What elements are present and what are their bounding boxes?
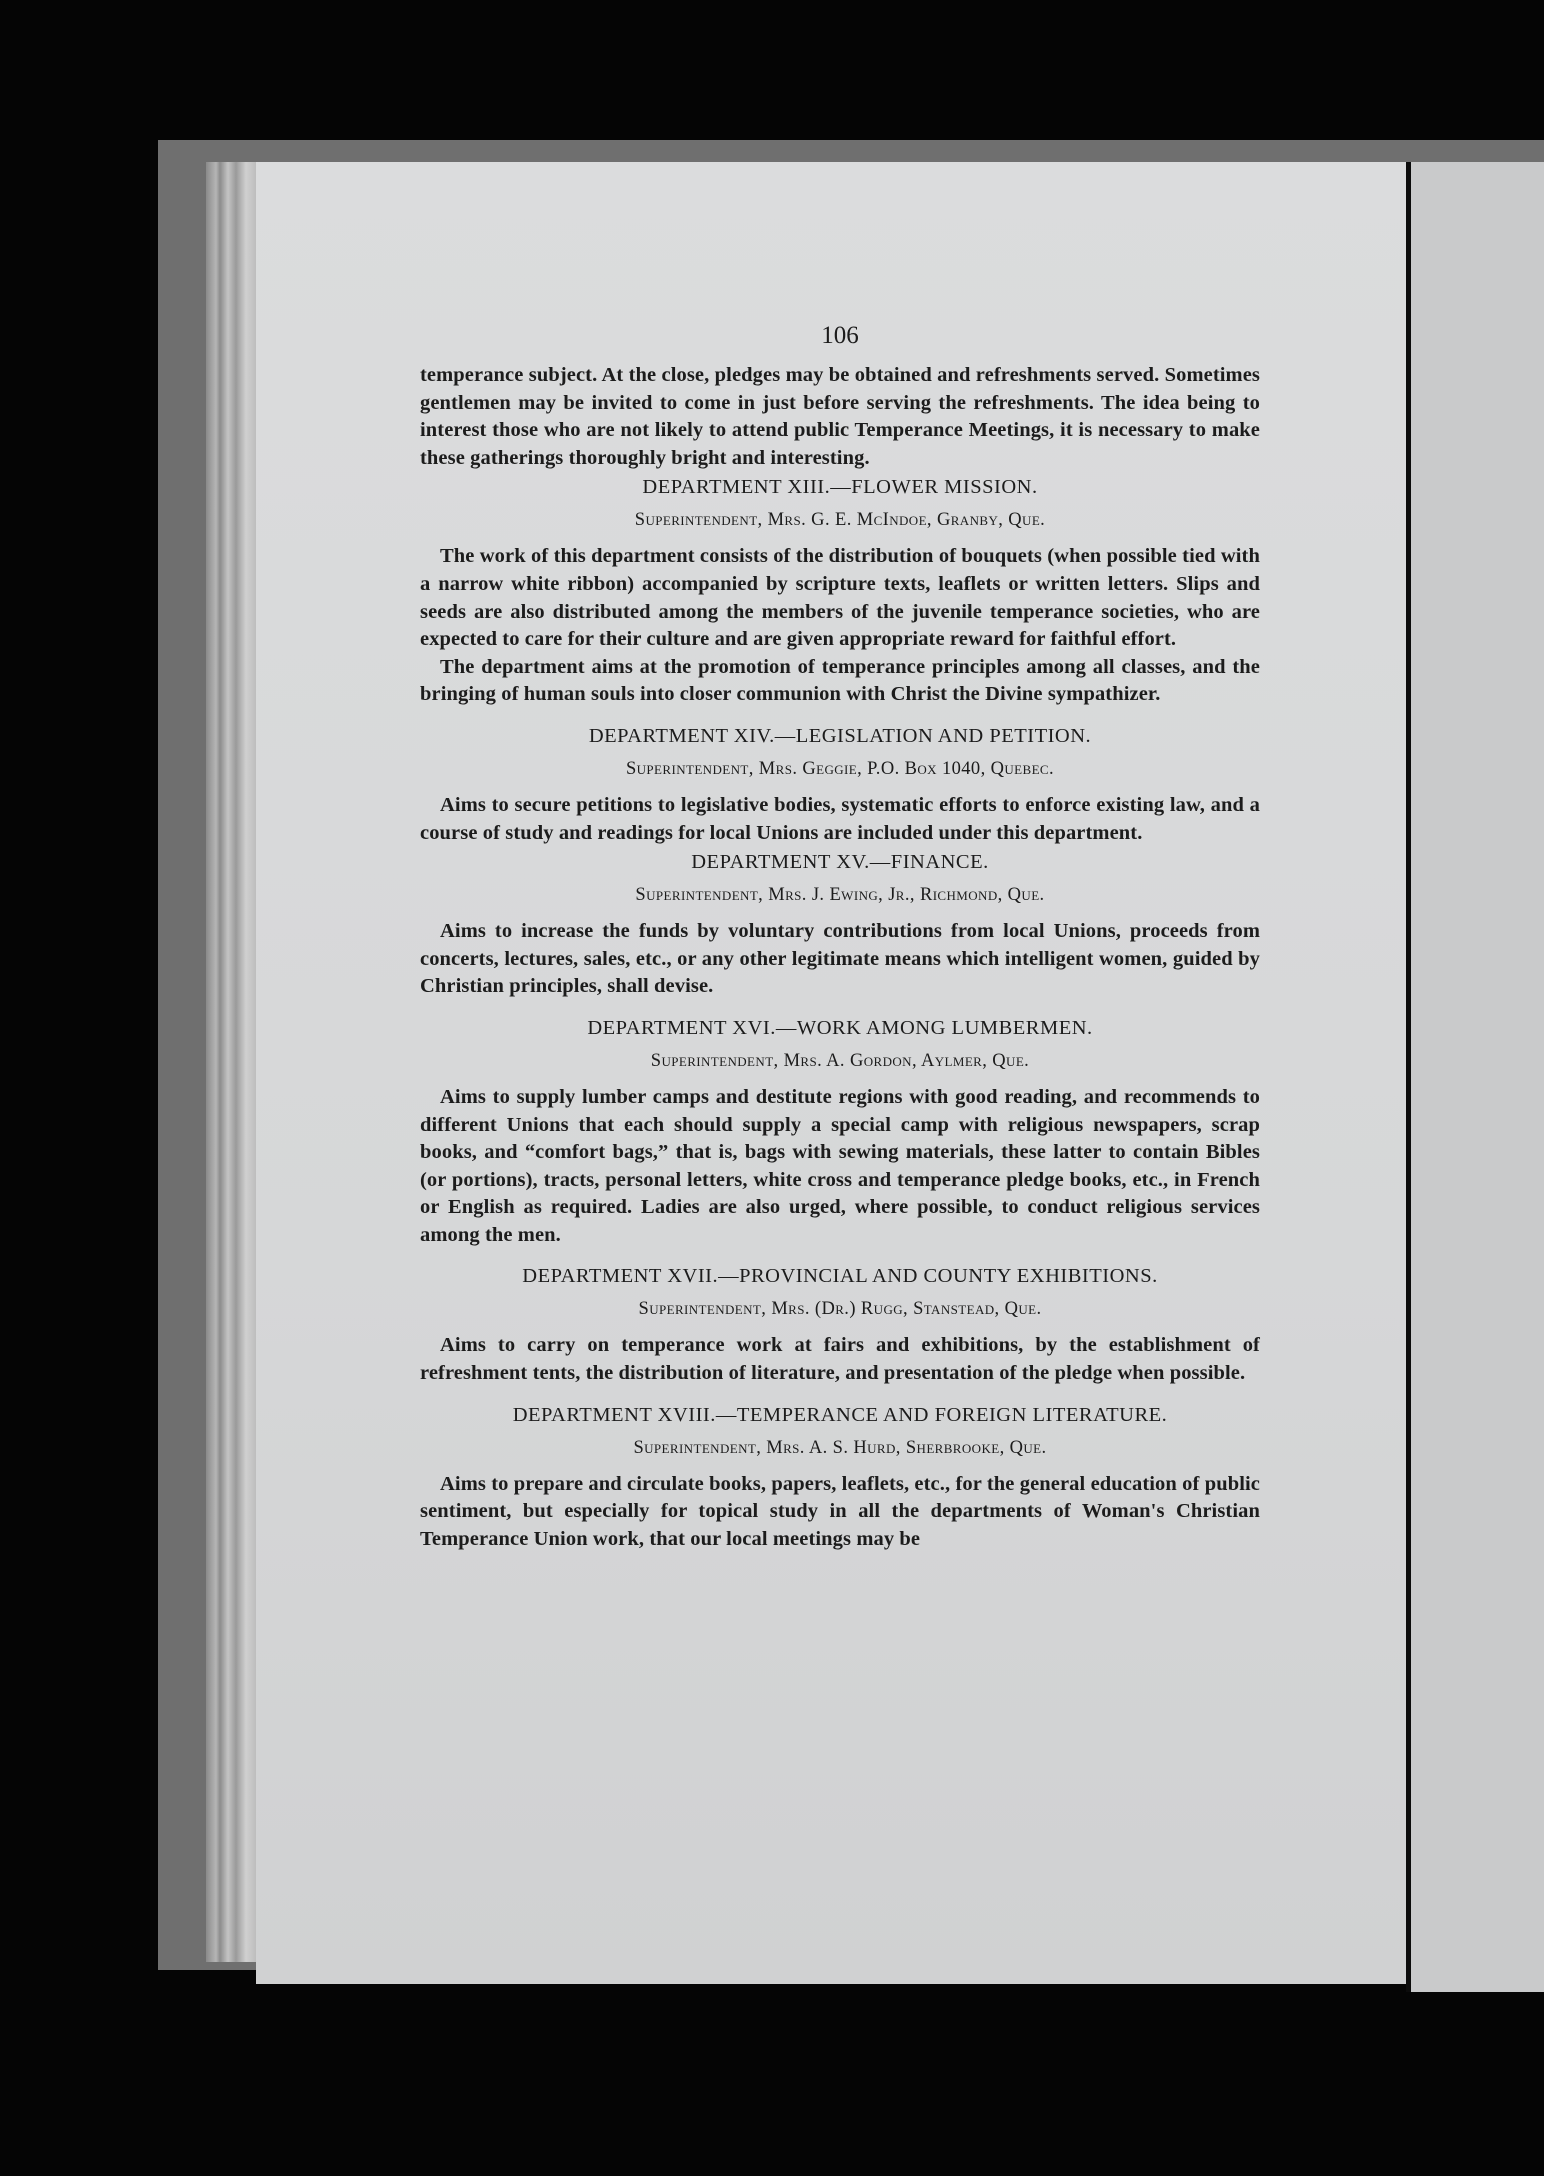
page-number: 106 bbox=[821, 322, 859, 349]
superintendent-line: Superintendent, Mrs. Geggie, P.O. Box 1040, Quebec. bbox=[625, 758, 1055, 779]
page-edges bbox=[206, 162, 256, 1962]
adjacent-page bbox=[1411, 162, 1544, 1992]
superintendent-line: Superintendent, Mrs. A. S. Hurd, Sherbrooke, Que. bbox=[633, 1437, 1047, 1458]
department-paragraph: Aims to secure petitions to legislative bodies, systematic efforts to enforce existing law, and a course of study and readings for local Unions are included under this department. bbox=[420, 793, 1260, 844]
department-paragraph: The department aims at the promotion of temperance principles among all classes, and the bringing of human souls into closer communion with Christ the Divine sympathizer. bbox=[420, 655, 1260, 706]
department-paragraph: The work of this department consists of the distribution of bouquets (when possible tied with a narrow white ribbon) accompanied by scripture texts, leaflets or written letters. Slips and seeds are also distributed among the members of the juvenile temperance societies, who are expected to care for their culture and are given appropriate reward for faithful effort. bbox=[420, 545, 1260, 651]
department-paragraph: Aims to supply lumber camps and destitute regions with good reading, and recommends to different Unions that each should supply a special camp with religious newspapers, scrap books, and “comfort bags,” that is, bags with sewing materials, these latter to contain Bibles (or portions), tracts, personal letters, white cross and temperance pledge books, etc., in French or English as required. Ladies are also urged, where possible, to conduct religious services among the men. bbox=[420, 1085, 1260, 1246]
department-paragraph: Aims to prepare and circulate books, papers, leaflets, etc., for the general education of public sentiment, but especially for topical study in all the departments of Woman's Christian Temperance Union work, that our local meetings may be bbox=[420, 1472, 1260, 1550]
department-heading: DEPARTMENT XV.—FINANCE. bbox=[691, 851, 989, 874]
page-text bbox=[420, 322, 1260, 1553]
department-paragraph: Aims to increase the funds by voluntary contributions from local Unions, proceeds from concerts, lectures, sales, etc., or any other legitimate means which intelligent women, guided by Christian principles, shall devise. bbox=[420, 920, 1260, 998]
intro-paragraph: temperance subject. At the close, pledges may be obtained and refreshments served. Sometimes gentlemen may be invited to come in just before serving the refreshments. The idea being to interest those who are not likely to attend public Temperance Meetings, it is necessary to make these gatherings thoroughly bright and interesting. bbox=[420, 364, 1260, 469]
superintendent-line: Superintendent, Mrs. A. Gordon, Aylmer, Que. bbox=[650, 1050, 1030, 1071]
superintendent-line: Superintendent, Mrs. (Dr.) Rugg, Stanstead, Que. bbox=[638, 1299, 1042, 1320]
department-heading: DEPARTMENT XIII.—FLOWER MISSION. bbox=[642, 476, 1038, 499]
department-heading: DEPARTMENT XVII.—PROVINCIAL AND COUNTY EXHIBITIONS. bbox=[522, 1265, 1158, 1288]
superintendent-line: Superintendent, Mrs. J. Ewing, Jr., Richmond, Que. bbox=[635, 885, 1045, 906]
department-heading: DEPARTMENT XVI.—WORK AMONG LUMBERMEN. bbox=[587, 1016, 1093, 1039]
superintendent-line: Superintendent, Mrs. G. E. McIndoe, Granby, Que. bbox=[634, 510, 1046, 531]
department-paragraph: Aims to carry on temperance work at fairs and exhibitions, by the establishment of refreshment tents, the distribution of literature, and presentation of the pledge when possible. bbox=[420, 1334, 1260, 1385]
department-heading: DEPARTMENT XVIII.—TEMPERANCE AND FOREIGN LITERATURE. bbox=[512, 1403, 1168, 1426]
department-heading: DEPARTMENT XIV.—LEGISLATION AND PETITION. bbox=[588, 724, 1092, 747]
